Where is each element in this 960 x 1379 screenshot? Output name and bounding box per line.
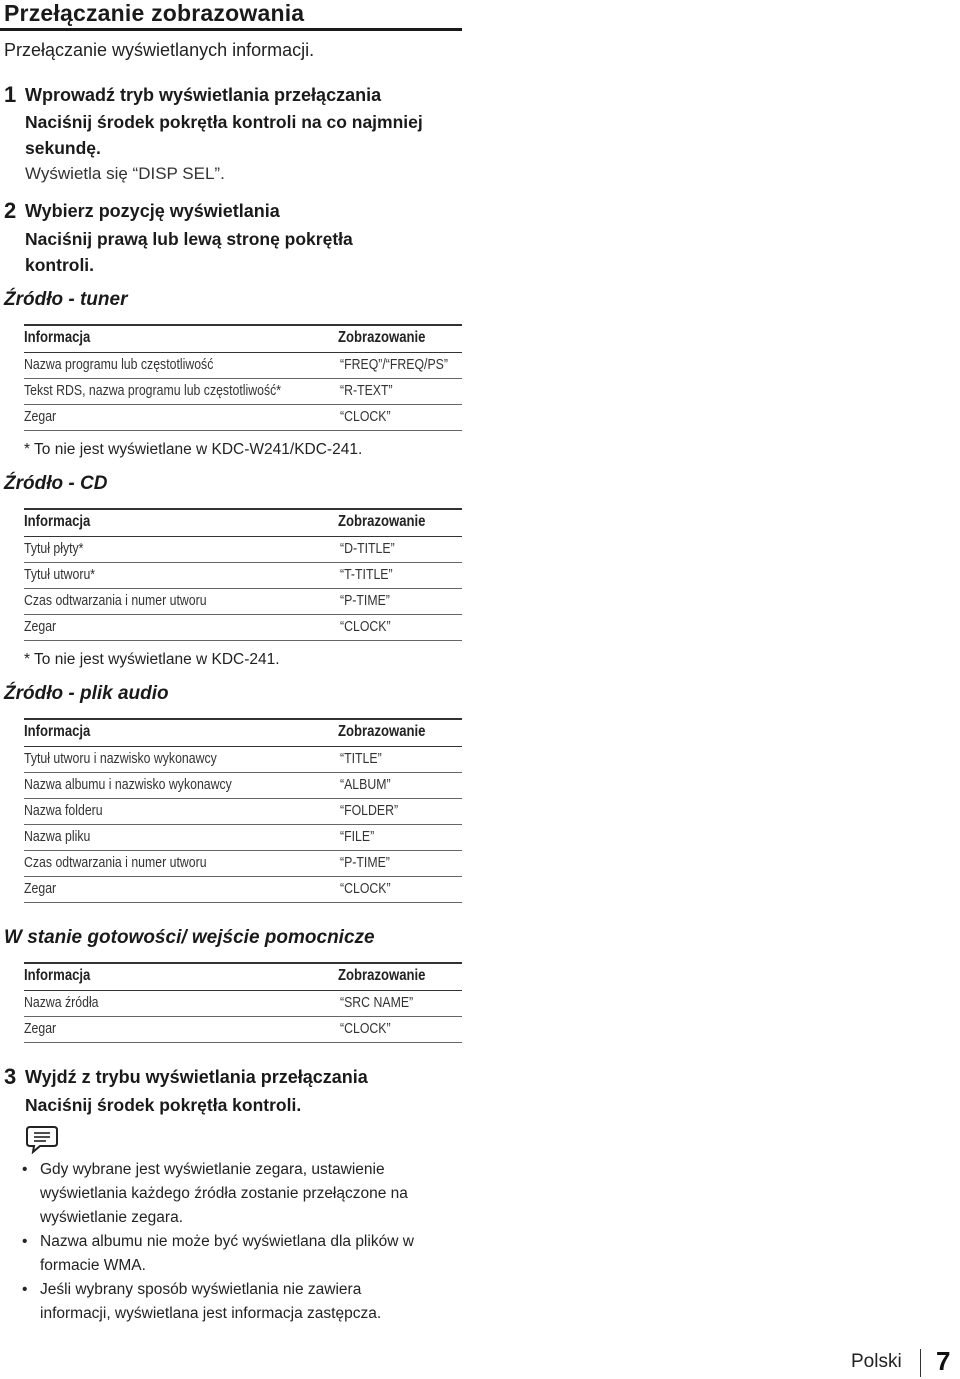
title-rule (0, 28, 462, 31)
cell-display: “ALBUM” (340, 776, 391, 793)
step-2-number: 2 (4, 198, 17, 223)
table-header-row (24, 718, 462, 747)
cell-display: “P-TIME” (340, 592, 390, 609)
step-1-title: Wprowadź tryb wyświetlania przełączania (25, 85, 382, 105)
section-heading-tuner: Źródło - tuner (4, 289, 128, 310)
cell-display: “CLOCK” (340, 618, 391, 635)
table-row (24, 747, 462, 773)
tuner-table (24, 324, 462, 431)
list-item: • Gdy wybrane jest wyświetlanie zegara, ustawienie wyświetlania każdego źródła zostanie przełączone na wyświetlanie zegara. (22, 1158, 462, 1230)
cell-info: Zegar (24, 880, 57, 897)
table-row (24, 799, 462, 825)
step-2-line-1: Naciśnij prawą lub lewą stronę pokrętła (25, 229, 353, 249)
cell-display: “P-TIME” (340, 854, 390, 871)
header-display: Zobrazowanie (338, 513, 426, 530)
footer-language: Polski (851, 1351, 902, 1372)
cell-info: Zegar (24, 408, 57, 425)
cell-info: Tytuł płyty* (24, 540, 84, 557)
table-row (24, 405, 462, 431)
footer-divider (920, 1349, 921, 1377)
table-header-row (24, 508, 462, 537)
cell-display: “FOLDER” (340, 802, 399, 819)
cell-info: Czas odtwarzania i numer utworu (24, 854, 207, 871)
table-row (24, 1017, 462, 1043)
header-info: Informacja (24, 967, 91, 984)
cell-info: Nazwa albumu i nazwisko wykonawcy (24, 776, 232, 793)
header-display: Zobrazowanie (338, 723, 426, 740)
notes-list (22, 1158, 462, 1326)
step-1-line-2: sekundę. (25, 138, 101, 158)
step-3-line-1: Naciśnij środek pokrętła kontroli. (25, 1095, 302, 1115)
cell-display: “T-TITLE” (340, 566, 393, 583)
table-row (24, 991, 462, 1017)
table-header-row (24, 962, 462, 991)
note-speech-bubble-icon (24, 1124, 60, 1159)
cell-display: “CLOCK” (340, 1020, 391, 1037)
table-row (24, 851, 462, 877)
page-title: Przełączanie zobrazowania (4, 0, 305, 26)
step-1-number: 1 (4, 82, 17, 107)
header-info: Informacja (24, 329, 91, 346)
cell-display: “CLOCK” (340, 880, 391, 897)
section-heading-cd: Źródło - CD (4, 473, 108, 494)
cell-info: Nazwa programu lub częstotliwość (24, 356, 214, 373)
bullet-icon: • (22, 1161, 28, 1178)
standby-table (24, 962, 462, 1043)
list-item: • Jeśli wybrany sposób wyświetlania nie zawiera informacji, wyświetlana jest informacja zastępcza. (22, 1278, 462, 1326)
cell-info: Zegar (24, 1020, 57, 1037)
step-2-line-2: kontroli. (25, 255, 95, 275)
section-heading-standby: W stanie gotowości/ wejście pomocnicze (4, 927, 375, 948)
page-subtitle: Przełączanie wyświetlanych informacji. (4, 40, 315, 60)
cell-info: Czas odtwarzania i numer utworu (24, 592, 207, 609)
tuner-footnote: * To nie jest wyświetlane w KDC-W241/KDC-241. (24, 441, 363, 458)
cd-table (24, 508, 462, 641)
table-row (24, 563, 462, 589)
header-display: Zobrazowanie (338, 967, 426, 984)
page-number: 7 (936, 1346, 951, 1376)
table-row (24, 353, 462, 379)
step-3-number: 3 (4, 1064, 17, 1089)
cell-info: Tekst RDS, nazwa programu lub częstotliwość* (24, 382, 282, 399)
step-3-title: Wyjdź z trybu wyświetlania przełączania (25, 1067, 368, 1087)
table-row (24, 589, 462, 615)
cell-info: Nazwa pliku (24, 828, 91, 845)
table-row (24, 615, 462, 641)
step-1-line-3: Wyświetla się “DISP SEL”. (25, 164, 225, 183)
cell-display: “D-TITLE” (340, 540, 395, 557)
cell-display: “SRC NAME” (340, 994, 414, 1011)
table-row (24, 537, 462, 563)
cell-info: Tytuł utworu i nazwisko wykonawcy (24, 750, 217, 767)
table-row (24, 379, 462, 405)
cell-info: Zegar (24, 618, 57, 635)
header-info: Informacja (24, 723, 91, 740)
cell-display: “R-TEXT” (340, 382, 393, 399)
list-item: • Nazwa albumu nie może być wyświetlana dla plików w formacie WMA. (22, 1230, 462, 1278)
step-1-line-1: Naciśnij środek pokrętła kontroli na co najmniej (25, 112, 423, 132)
cd-footnote: * To nie jest wyświetlane w KDC-241. (24, 651, 280, 668)
cell-display: “TITLE” (340, 750, 382, 767)
cell-info: Tytuł utworu* (24, 566, 96, 583)
table-row (24, 825, 462, 851)
cell-info: Nazwa źródła (24, 994, 99, 1011)
table-header-row (24, 324, 462, 353)
audio-table (24, 718, 462, 903)
section-heading-audio: Źródło - plik audio (4, 683, 169, 704)
cell-display: “CLOCK” (340, 408, 391, 425)
header-display: Zobrazowanie (338, 329, 426, 346)
cell-display: “FREQ”/“FREQ/PS” (340, 356, 448, 373)
cell-info: Nazwa folderu (24, 802, 103, 819)
header-info: Informacja (24, 513, 91, 530)
cell-display: “FILE” (340, 828, 375, 845)
table-row (24, 877, 462, 903)
bullet-icon: • (22, 1233, 28, 1250)
table-row (24, 773, 462, 799)
step-2-title: Wybierz pozycję wyświetlania (25, 201, 280, 221)
bullet-icon: • (22, 1281, 28, 1298)
